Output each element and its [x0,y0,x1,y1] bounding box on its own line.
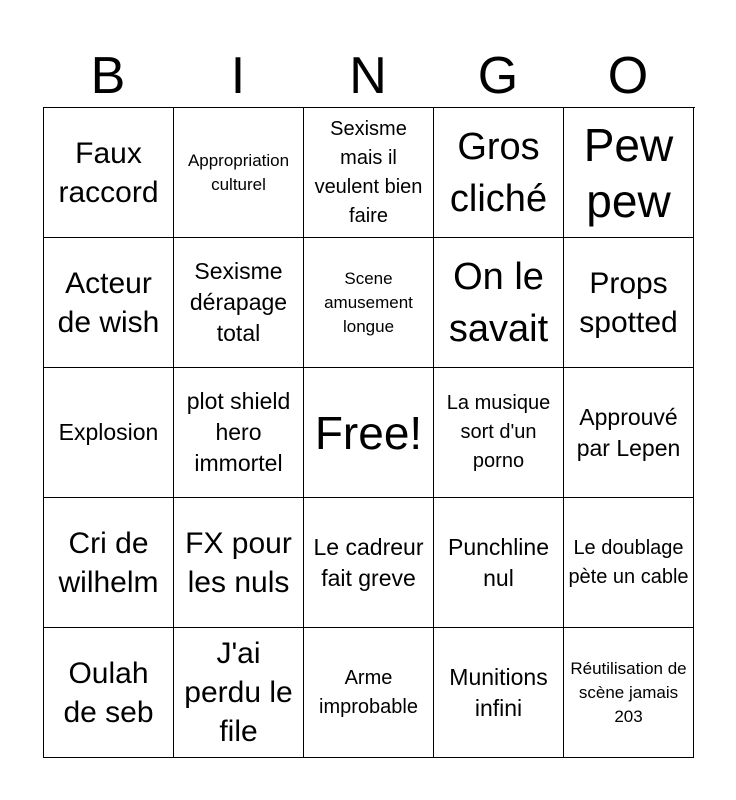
cell-text: J'ai perdu le file [184,637,293,748]
cell-text: Free! [314,406,423,459]
cell-text: Props spotted [579,266,678,339]
cell-text: Le doublage pète un cable [568,536,689,588]
cell-text: FX pour les nuls [185,526,292,599]
cell-text: Gros cliché [449,125,548,220]
bingo-cell[interactable] [174,108,304,238]
bingo-cell[interactable] [304,498,434,628]
bingo-cell[interactable] [564,238,694,368]
bingo-cell[interactable] [564,498,694,628]
cell-text: Acteur de wish [57,266,160,339]
cell-text: Faux raccord [58,136,159,209]
bingo-cell[interactable] [174,498,304,628]
header-letter-i: I [230,47,246,105]
bingo-cell[interactable] [44,238,174,368]
cell-text: Scene amusement longue [324,268,413,336]
header-letter-g: G [477,47,519,105]
cell-text: Approuvé par Lepen [576,403,681,461]
cell-text: Appropriation culturel [187,150,290,194]
free-cell[interactable] [304,368,434,498]
header-letter-o: O [607,47,649,105]
bingo-cell[interactable] [44,498,174,628]
bingo-cell[interactable] [44,368,174,498]
cell-text: Arme improbable [319,666,418,718]
bingo-cell[interactable] [564,628,694,758]
bingo-cell[interactable] [174,628,304,758]
cell-text: Cri de wilhelm [58,526,159,599]
bingo-cell[interactable] [564,108,694,238]
cell-text: Punchline nul [447,533,550,591]
bingo-cell[interactable] [434,498,564,628]
bingo-cell[interactable] [564,368,694,498]
cell-text: Sexisme dérapage total [189,258,288,346]
cell-text: Munitions infini [449,663,548,721]
cell-text: Pew pew [583,118,674,227]
header-letter-b: B [90,47,126,105]
cell-text: On le savait [448,255,549,350]
bingo-cell[interactable] [304,628,434,758]
bingo-cell[interactable] [174,368,304,498]
bingo-cell[interactable] [174,238,304,368]
cell-text: Le cadreur fait greve [313,533,424,591]
cell-text: Sexisme mais il veulent bien faire [314,117,423,227]
bingo-cell[interactable] [304,238,434,368]
bingo-cell[interactable] [44,108,174,238]
bingo-cell[interactable] [304,108,434,238]
bingo-board [43,107,695,758]
bingo-header [43,44,693,108]
header-letter-n: N [349,47,387,105]
bingo-cell[interactable] [434,108,564,238]
bingo-cell[interactable] [434,238,564,368]
cell-text: plot shield hero immortel [186,388,291,476]
cell-text: La musique sort d'un porno [446,392,551,472]
bingo-cell[interactable] [434,368,564,498]
cell-text: Explosion [58,419,159,445]
bingo-cell[interactable] [434,628,564,758]
cell-text: Oulah de seb [63,656,154,729]
cell-text: Réutilisation de scène jamais 203 [570,658,687,726]
bingo-cell[interactable] [44,628,174,758]
